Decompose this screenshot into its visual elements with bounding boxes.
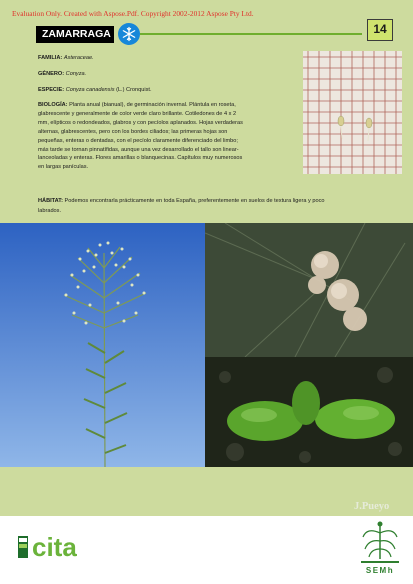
biologia-line: mm, elípticos o redondeados, glabros y con pecíolos aplanados. Hojas verdaderas (38, 119, 243, 126)
semh-logo (357, 519, 403, 582)
snowflake-icon (118, 23, 140, 45)
cita-wordmark: cita (32, 532, 77, 562)
biologia-line: Planta anual (bianual), de germinación invernal. Plántula en roseta, (69, 102, 236, 108)
header-divider (140, 33, 362, 35)
plant-sky-photo (0, 223, 205, 467)
familia-field (38, 55, 94, 61)
biologia-line: pequeñas, enteras o dentadas, con el pecíolo claramente diferenciado del limbo; (38, 137, 238, 144)
familia-label: FAMILIA: (38, 55, 63, 61)
semh-wordmark: SEMh (365, 566, 395, 575)
habitat-paragraph (38, 196, 404, 216)
familia-value: Asteraceae. (63, 55, 94, 61)
habitat-text: labrados. (38, 208, 62, 214)
seedling-soil-photo (205, 357, 413, 467)
genero-value: Conyza. (65, 71, 87, 77)
page-number: 14 (367, 19, 393, 41)
photo-credit: J.Pueyo (354, 501, 390, 512)
especie-author: (L.) Cronquist. (116, 87, 152, 93)
biologia-line: alternas, glabrescentes, pero con los bordes ciliados; las primeras hojas son (38, 128, 228, 135)
cita-logo (18, 528, 90, 569)
especie-label: ESPECIE: (38, 87, 65, 93)
seedling-grid-photo (303, 51, 402, 174)
biologia-line: glabrescente y generalmente de color verde claro brillante. Cotiledones de 4 x 2 (38, 110, 237, 117)
flowerhead-photo (205, 223, 413, 357)
genero-label: GÉNERO: (38, 71, 65, 77)
biologia-paragraph (38, 101, 300, 172)
habitat-text: Podemos encontrarla prácticamente en toda España, preferentemente en suelos de textura ligera y poco (64, 198, 325, 204)
biologia-line: más tarde se tornan pinnatífidas, aunque una vez desarrollado el tallo son linear- (38, 146, 239, 153)
biologia-line: en largas panículas. (38, 164, 89, 171)
especie-field (38, 87, 152, 93)
especie-value: Conyza canadensis (65, 87, 115, 93)
genero-field (38, 71, 86, 77)
habitat-label: HÁBITAT: (38, 198, 63, 204)
evaluation-watermark: Evaluation Only. Created with Aspose.Pdf. Copyright 2002-2012 Aspose Pty Ltd. (12, 9, 254, 18)
biologia-label: BIOLOGÍA: (38, 102, 68, 108)
page-title: ZAMARRAGA (36, 26, 114, 43)
biologia-line: lanceoladas y enteras. Flores amarillas o blanquecinas. Capítulos muy numerosos (38, 155, 243, 162)
